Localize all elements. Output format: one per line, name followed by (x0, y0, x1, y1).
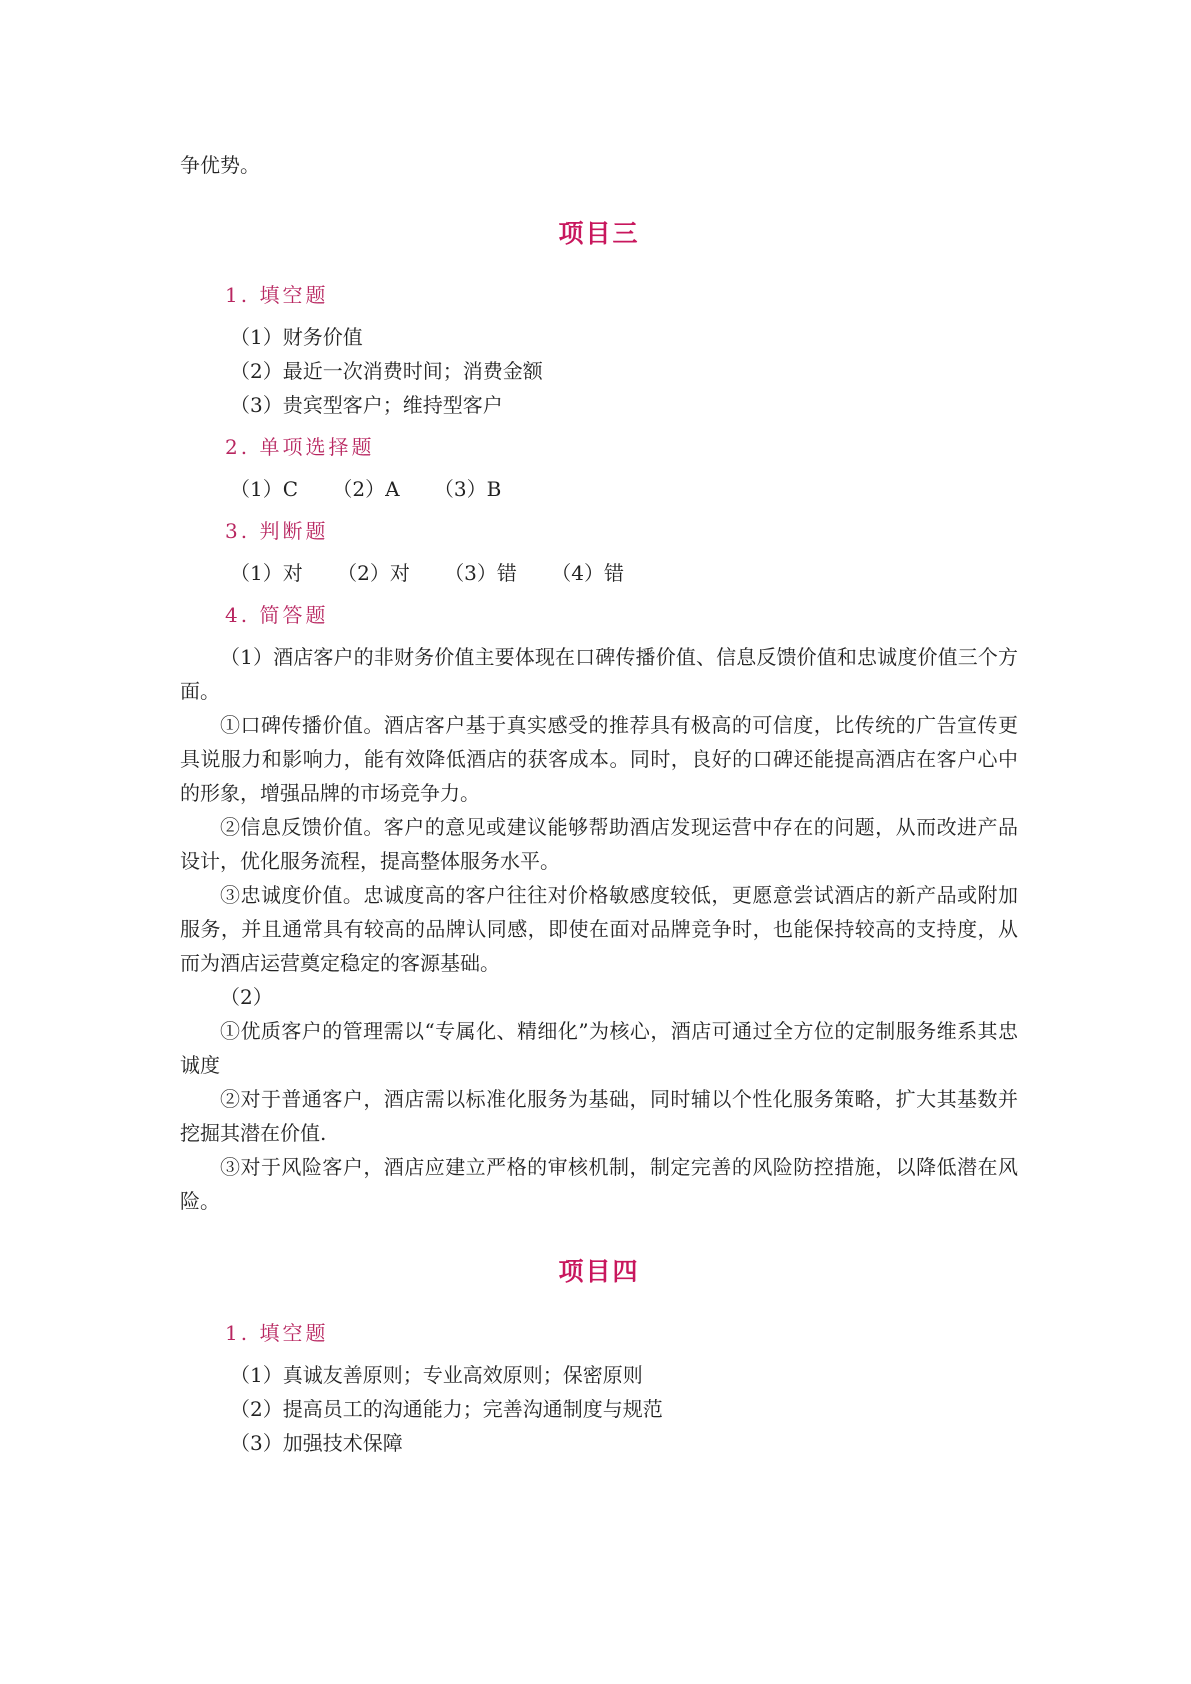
answer-item: （3）加强技术保障 (230, 1431, 403, 1455)
choice-answer: （1）C (230, 477, 299, 501)
section-title-4: 项目四 (558, 1257, 640, 1286)
answer-item: （3）贵宾型客户；维持型客户 (230, 393, 503, 417)
document-page (180, 148, 1018, 1460)
question-heading-short-answer: 4. 简答题 (225, 603, 329, 627)
judge-answer: （3）错 (444, 561, 517, 585)
fill-blank-answers (180, 320, 1018, 422)
short-answer-body (180, 640, 1018, 1218)
answer-paragraph: ①口碑传播价值。酒店客户基于真实感受的推荐具有极高的可信度，比传统的广告宣传更具说服力和影响力，能有效降低酒店的获客成本。同时，良好的口碑还能提高酒店在客户心中的形象，增强品牌的市场竞争力。 (180, 713, 1018, 805)
single-choice-answers (180, 472, 1018, 506)
question-heading-single-choice: 2. 单项选择题 (225, 435, 375, 459)
answer-item: （2）最近一次消费时间；消费金额 (230, 359, 543, 383)
answer-item: （2）提高员工的沟通能力；完善沟通制度与规范 (230, 1397, 663, 1421)
true-false-answers (180, 556, 1018, 590)
judge-answer: （4）错 (551, 561, 625, 585)
answer-paragraph: ③忠诚度价值。忠诚度高的客户往往对价格敏感度较低，更愿意尝试酒店的新产品或附加服务，并且通常具有较高的品牌认同感，即使在面对品牌竞争时，也能保持较高的支持度，从而为酒店运营奠定稳定的客源基础。 (180, 883, 1018, 975)
answer-paragraph: （1）酒店客户的非财务价值主要体现在口碑传播价值、信息反馈价值和忠诚度价值三个方面。 (180, 645, 1018, 703)
answer-paragraph: ③对于风险客户，酒店应建立严格的审核机制，制定完善的风险防控措施，以降低潜在风险。 (180, 1155, 1018, 1213)
choice-answer: （3）B (433, 477, 502, 501)
question-heading-true-false: 3. 判断题 (225, 519, 329, 543)
question-heading-fill-blank: 1. 填空题 (225, 1321, 329, 1345)
answer-item: （1）真诚友善原则；专业高效原则；保密原则 (230, 1363, 643, 1387)
question-heading-fill-blank: 1. 填空题 (225, 283, 329, 307)
answer-item: （1）财务价值 (230, 325, 363, 349)
answer-paragraph: ②对于普通客户，酒店需以标准化服务为基础，同时辅以个性化服务策略，扩大其基数并挖掘其潜在价值. (180, 1087, 1018, 1145)
judge-answer: （1）对 (230, 561, 303, 585)
fill-blank-answers (180, 1358, 1018, 1460)
choice-answer: （2）A (332, 477, 400, 501)
section-title-3: 项目三 (558, 219, 640, 248)
answer-paragraph: ②信息反馈价值。客户的意见或建议能够帮助酒店发现运营中存在的问题，从而改进产品设计，优化服务流程，提高整体服务水平。 (180, 815, 1018, 873)
answer-paragraph: ①优质客户的管理需以“专属化、精细化”为核心，酒店可通过全方位的定制服务维系其忠诚度 (180, 1019, 1018, 1077)
intro-line: 争优势。 (180, 153, 260, 177)
answer-paragraph: （2） (220, 985, 273, 1009)
judge-answer: （2）对 (337, 561, 410, 585)
